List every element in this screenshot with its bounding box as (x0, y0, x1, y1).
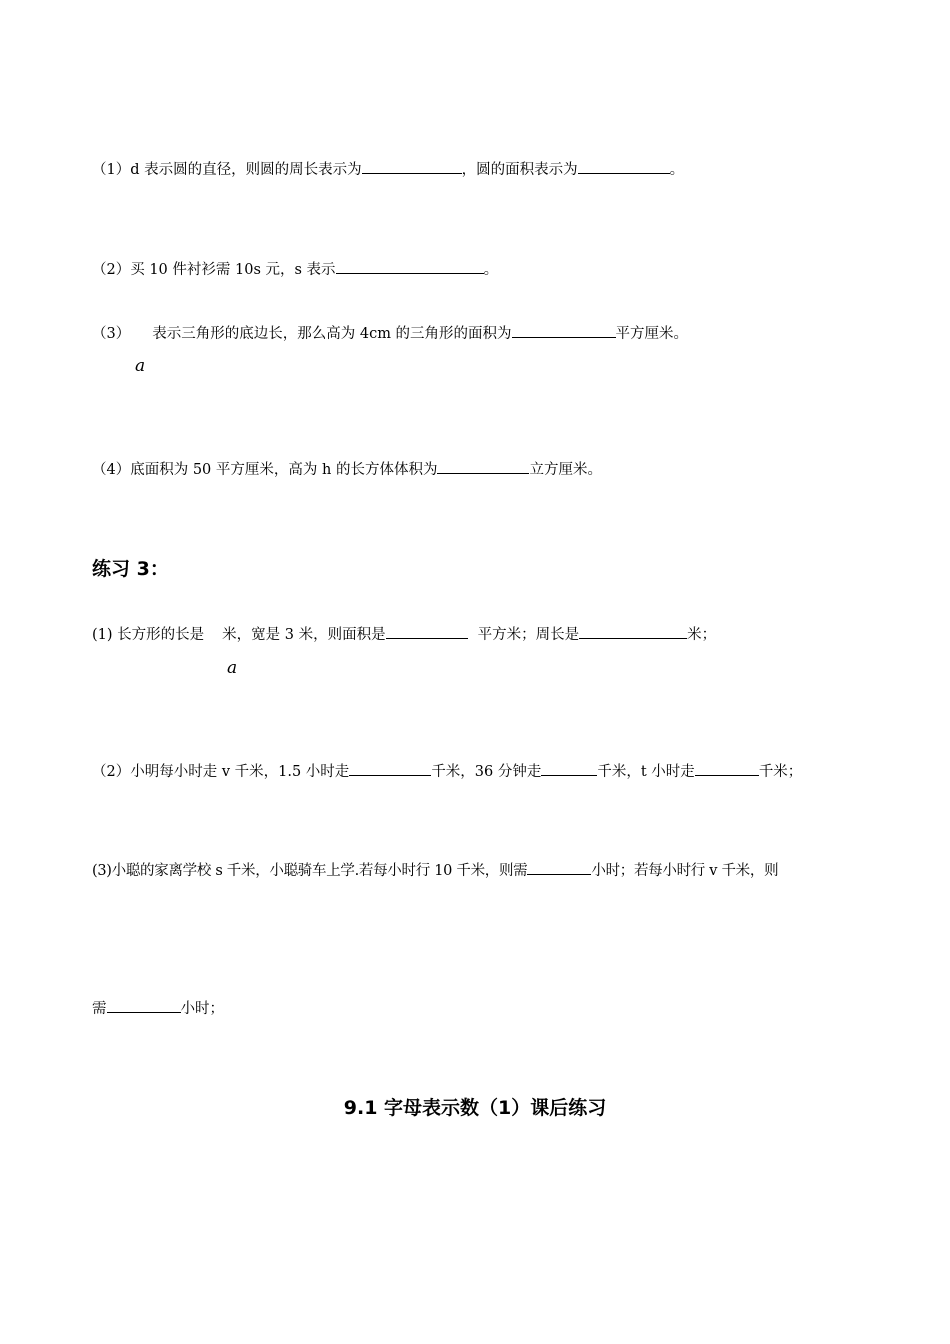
exercise-question-1-text-a: (1) 长方形的长是 (92, 627, 205, 643)
answer-blank[interactable] (362, 159, 462, 174)
answer-blank[interactable] (527, 860, 591, 875)
variable-a: a (135, 356, 146, 376)
question-3-text-a: 表示三角形的底边长，那么高为 4cm 的三角形的面积为 (152, 326, 512, 342)
question-2-text-b: 。 (483, 262, 499, 278)
question-3-text-b: 平方厘米。 (615, 326, 689, 342)
exercise-question-3-continued (92, 998, 224, 1019)
exercise-question-2-text-c: 千米，t 小时走 (597, 764, 695, 780)
answer-blank[interactable] (512, 323, 616, 338)
variable-a: a (227, 658, 238, 678)
answer-blank[interactable] (336, 259, 484, 274)
answer-blank[interactable] (349, 761, 431, 776)
exercise-question-3-text-b: 小时；若每小时行 v 千米，则 (591, 863, 779, 879)
answer-blank[interactable] (578, 159, 670, 174)
question-1-text-b: ，圆的面积表示为 (461, 162, 578, 178)
exercise-question-3-text-c: 需 (92, 1001, 107, 1017)
question-1-text-c: 。 (669, 162, 685, 178)
question-4-text-b: 立方厘米。 (529, 462, 602, 478)
exercise-question-3 (92, 860, 778, 881)
answer-blank[interactable] (437, 459, 529, 474)
exercise-question-2 (92, 761, 802, 782)
answer-blank[interactable] (695, 761, 759, 776)
exercise-question-1-text-d: 米； (687, 627, 717, 643)
question-4-text-a: （4）底面积为 50 平方厘米，高为 h 的长方体体积为 (92, 462, 438, 478)
exercise-heading: 练习 3： (92, 558, 169, 580)
exercise-question-2-text-b: 千米，36 分钟走 (431, 764, 542, 780)
answer-blank[interactable] (579, 624, 687, 639)
question-3 (92, 323, 688, 344)
answer-blank[interactable] (107, 998, 181, 1013)
exercise-question-1-text-c: 平方米；周长是 (477, 627, 580, 643)
question-2-text-a: （2）买 10 件衬衫需 10s 元，s 表示 (92, 262, 336, 278)
lesson-title: 9.1 字母表示数（1）课后练习 (343, 1097, 607, 1119)
answer-blank[interactable] (386, 624, 468, 639)
exercise-question-1-text-b: 米，宽是 3 米，则面积是 (222, 627, 386, 643)
question-2 (92, 259, 498, 280)
exercise-question-3-text-a: (3)小聪的家离学校 s 千米，小聪骑车上学.若每小时行 10 千米，则需 (92, 863, 528, 879)
question-1 (92, 159, 684, 180)
exercise-question-1 (92, 624, 716, 645)
exercise-question-2-text-d: 千米； (758, 764, 803, 780)
question-3-number: （3） (92, 326, 131, 342)
question-1-text-a: （1）d 表示圆的直径，则圆的周长表示为 (92, 162, 362, 178)
exercise-question-3-text-d: 小时； (180, 1001, 224, 1017)
question-4 (92, 459, 602, 480)
exercise-question-2-text-a: （2）小明每小时走 v 千米，1.5 小时走 (92, 764, 350, 780)
answer-blank[interactable] (541, 761, 597, 776)
